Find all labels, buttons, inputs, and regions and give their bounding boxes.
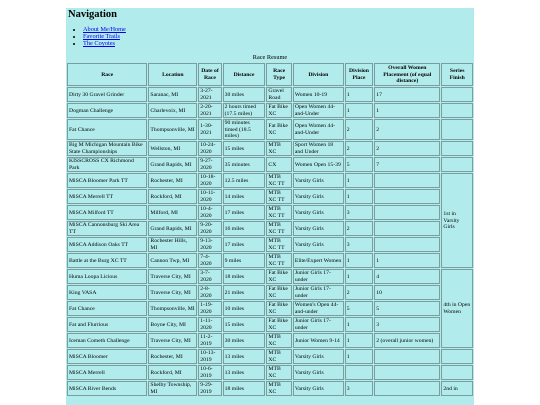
series-finish-cell	[441, 103, 473, 118]
table-cell: 9-27-2020	[198, 157, 221, 172]
table-row	[67, 269, 473, 284]
table-cell: Rockford, MI	[148, 365, 197, 380]
table-cell: 2-20-2021	[198, 103, 221, 118]
table-row	[67, 253, 473, 268]
table-cell: Varsity Girls	[293, 381, 344, 396]
table-cell: 30 miles	[223, 333, 266, 348]
table-cell: 10-11-2020	[198, 189, 221, 204]
table-cell: 1	[345, 253, 374, 268]
table-row	[67, 333, 473, 348]
table-cell: Junior Girls 17-under	[293, 317, 344, 332]
table-cell: Wellston, MI	[148, 141, 197, 156]
nav-list	[66, 26, 474, 47]
table-cell: 10	[374, 285, 440, 300]
column-header: Series Finish	[441, 63, 473, 86]
table-cell: 14 miles	[223, 189, 266, 204]
table-row	[67, 189, 473, 204]
table-cell: Junior Women 9-14	[293, 333, 344, 348]
table-cell: MTB XC	[266, 365, 291, 380]
table-cell: Traverse City, MI	[148, 285, 197, 300]
table-cell: MTB XC	[266, 333, 291, 348]
column-header: Division Place	[345, 63, 374, 86]
table-cell: Varsity Girls	[293, 365, 344, 380]
series-finish-cell	[441, 365, 473, 380]
table-cell: King VASA	[67, 285, 147, 300]
table-row	[67, 301, 473, 316]
table-cell: 1	[345, 189, 374, 204]
table-cell: 3	[345, 381, 374, 396]
nav-link-about[interactable]: About Me/Home	[83, 26, 126, 33]
column-header: Race Type	[266, 63, 291, 86]
table-cell: 10 miles	[223, 301, 266, 316]
series-finish-cell: 1st in Varsity Girls	[441, 173, 473, 268]
table-cell: 3-27-2021	[198, 87, 221, 102]
table-cell: 2	[345, 221, 374, 236]
table-row	[67, 221, 473, 236]
table-cell: Junior Girls 17-under	[293, 285, 344, 300]
table-cell	[374, 189, 440, 204]
column-header: Distance	[223, 63, 266, 86]
table-cell: 1	[345, 269, 374, 284]
table-cell: 1-19-2020	[198, 301, 221, 316]
table-cell: Cannon Twp, MI	[148, 253, 197, 268]
table-cell: 2	[374, 141, 440, 156]
table-cell: Women 10-19	[293, 87, 344, 102]
table-cell: Varsity Girls	[293, 237, 344, 252]
table-cell: Thompsonville, MI	[148, 301, 197, 316]
column-header: Division	[293, 63, 344, 86]
table-row	[67, 103, 473, 118]
table-cell	[374, 349, 440, 364]
table-cell: Varsity Girls	[293, 205, 344, 220]
table-cell: 7	[374, 157, 440, 172]
table-cell: MTB XC TT	[266, 237, 291, 252]
table-cell: KISSCROSS CX Richmond Park	[67, 157, 147, 172]
series-finish-cell	[441, 119, 473, 140]
nav-link-coyotes[interactable]: The Coyotes	[83, 40, 116, 48]
table-row	[67, 141, 473, 156]
table-cell: 9 miles	[223, 253, 266, 268]
table-cell: 1	[345, 317, 374, 332]
table-cell: MTB XC TT	[266, 205, 291, 220]
table-cell: 21 miles	[223, 285, 266, 300]
table-cell: MiSCA Cannonsburg Ski Area TT	[67, 221, 147, 236]
table-cell: Big M Michigan Mountain Bike State Championships	[67, 141, 147, 156]
table-cell: 35 minutes	[223, 157, 266, 172]
table-cell: 10-4-2020	[198, 205, 221, 220]
table-cell: 17 miles	[223, 205, 266, 220]
table-cell: MiSCA Bloomer	[67, 349, 147, 364]
table-row	[67, 317, 473, 332]
table-row	[67, 119, 473, 140]
table-cell: 16 miles	[223, 221, 266, 236]
table-cell: MiSCA Addison Oaks TT	[67, 237, 147, 252]
table-cell: Battle at the Burg XC TT	[67, 253, 147, 268]
table-cell	[374, 237, 440, 252]
table-cell: 12.5 miles	[223, 173, 266, 188]
table-cell: MTB XC TT	[266, 221, 291, 236]
table-cell: 1	[345, 333, 374, 348]
table-cell	[374, 173, 440, 188]
table-cell: Junior Girls 17-under	[293, 269, 344, 284]
table-cell: Traverse City, MI	[148, 333, 197, 348]
table-cell: 3	[345, 237, 374, 252]
table-cell: 9-29-2019	[198, 381, 221, 396]
table-cell: 2	[374, 119, 440, 140]
table-cell: 1	[345, 173, 374, 188]
column-header: Location	[148, 63, 197, 86]
table-cell: Varsity Girls	[293, 189, 344, 204]
table-cell: Sport Women 18 and Under	[293, 141, 344, 156]
table-cell: 1	[345, 87, 374, 102]
nav-item	[83, 26, 474, 33]
table-cell: MTB XC	[266, 349, 291, 364]
table-cell: MTB XC TT	[266, 253, 291, 268]
table-cell: 2-8-2020	[198, 285, 221, 300]
table-cell: Milford, MI	[148, 205, 197, 220]
table-cell: 4	[374, 269, 440, 284]
table-cell: 2 hours timed (17.5 miles)	[223, 103, 266, 118]
table-row	[67, 237, 473, 252]
table-cell: 1-30-2021	[198, 119, 221, 140]
table-cell: Rochester Hills, MI	[148, 237, 197, 252]
table-cell: Shelby Township, MI	[148, 381, 197, 396]
table-cell: Fat Bike XC	[266, 285, 291, 300]
table-row	[67, 157, 473, 172]
nav-link-trails[interactable]: Favorite Trails	[83, 33, 120, 41]
table-row	[67, 205, 473, 220]
nav-item	[83, 33, 474, 40]
table-cell: Fat and Flurrious	[67, 317, 147, 332]
table-cell: MiSCA Merrell TT	[67, 189, 147, 204]
table-row	[67, 349, 473, 364]
table-row	[67, 381, 473, 396]
table-cell: Fat Bike XC	[266, 269, 291, 284]
table-cell: 15 miles	[223, 141, 266, 156]
table-cell: MiSCA Merrell	[67, 365, 147, 380]
table-cell: Huma Loopa Licious	[67, 269, 147, 284]
table-row	[67, 87, 473, 102]
table-cell: Fat Bike XC	[266, 103, 291, 118]
table-cell: 1	[374, 103, 440, 118]
table-cell: Varsity Girls	[293, 221, 344, 236]
table-cell: 5	[345, 301, 374, 316]
table-cell: 15 miles	[223, 317, 266, 332]
table-cell: 10-6-2019	[198, 365, 221, 380]
table-cell: MTB XC	[266, 141, 291, 156]
column-header: Race	[67, 63, 147, 86]
table-cell: Gravel Road	[266, 87, 291, 102]
table-cell: 7-4-2020	[198, 253, 221, 268]
table-cell: MiSCA River Bends	[67, 381, 147, 396]
table-cell: Open Women 44-and-Under	[293, 103, 344, 118]
nav-item	[83, 40, 474, 47]
table-cell: 90 minutes timed (18.5 miles)	[223, 119, 266, 140]
table-row	[67, 365, 473, 380]
table-cell: Elite/Expert Women	[293, 253, 344, 268]
table-cell: 3	[345, 205, 374, 220]
table-cell: Thompsonville, MI	[148, 119, 197, 140]
race-resume-table	[66, 62, 474, 397]
table-cell: 1	[374, 253, 440, 268]
table-cell: 17 miles	[223, 237, 266, 252]
table-cell	[374, 221, 440, 236]
table-cell: 2	[345, 119, 374, 140]
table-cell: MTB XC	[266, 381, 291, 396]
table-cell: MiSCA Milford TT	[67, 205, 147, 220]
table-cell: Fat Bike XC	[266, 301, 291, 316]
table-cell: Charlevoix, MI	[148, 103, 197, 118]
table-cell: 2	[345, 141, 374, 156]
table-cell: 18 miles	[223, 381, 266, 396]
table-cell: 1	[345, 349, 374, 364]
table-cell: Fat Chance	[67, 301, 147, 316]
table-cell: Fat Bike XC	[266, 317, 291, 332]
table-cell	[374, 365, 440, 380]
series-finish-cell: 2nd in	[441, 381, 473, 396]
table-cell: Saranac, MI	[148, 87, 197, 102]
series-finish-cell	[441, 87, 473, 102]
table-cell: Iceman Cometh Challenge	[67, 333, 147, 348]
table-cell: 10-24-2020	[198, 141, 221, 156]
table-cell: Grand Rapids, MI	[148, 221, 197, 236]
table-cell: Varsity Girls	[293, 173, 344, 188]
table-cell: Varsity Girls	[293, 349, 344, 364]
series-finish-cell: 4th in Open Women	[441, 269, 473, 348]
table-cell: Grand Rapids, MI	[148, 157, 197, 172]
table-cell: Dogman Challenge	[67, 103, 147, 118]
table-cell: 30 miles	[223, 87, 266, 102]
table-row	[67, 173, 473, 188]
table-cell: 13 miles	[223, 349, 266, 364]
table-cell: MTB XC TT	[266, 189, 291, 204]
table-cell: 5	[374, 301, 440, 316]
table-cell: Fat Chance	[67, 119, 147, 140]
table-cell: 10-18-2020	[198, 173, 221, 188]
series-finish-cell	[441, 349, 473, 364]
table-cell: Rochester, MI	[148, 349, 197, 364]
series-finish-cell	[441, 157, 473, 172]
table-cell: 5	[345, 157, 374, 172]
header-row	[67, 63, 473, 86]
table-cell: 9-20-2020	[198, 221, 221, 236]
table-cell: CX	[266, 157, 291, 172]
table-row	[67, 285, 473, 300]
table-cell: Women's Open 44-and-under	[293, 301, 344, 316]
table-cell: Boyne City, MI	[148, 317, 197, 332]
table-cell: 2	[345, 285, 374, 300]
table-cell: 13 miles	[223, 365, 266, 380]
page-content	[66, 8, 474, 405]
table-cell: Fat Bike XC	[266, 119, 291, 140]
table-cell	[345, 365, 374, 380]
table-cell: 3-7-2020	[198, 269, 221, 284]
table-cell: 3	[374, 317, 440, 332]
table-cell: 11-2-2019	[198, 333, 221, 348]
table-cell: Women Open 15-39	[293, 157, 344, 172]
series-finish-cell	[441, 141, 473, 156]
table-cell: Dirty 30 Gravel Grinder	[67, 87, 147, 102]
table-cell	[374, 381, 440, 396]
table-cell	[374, 205, 440, 220]
column-header: Date of Race	[198, 63, 221, 86]
table-cell: 1	[345, 103, 374, 118]
table-cell: Traverse City, MI	[148, 269, 197, 284]
table-cell: 1-11-2020	[198, 317, 221, 332]
table-cell: 18 miles	[223, 269, 266, 284]
table-cell: MiSCA Bloomer Park TT	[67, 173, 147, 188]
nav-heading: Navigation	[68, 9, 118, 20]
table-cell: MTB XC TT	[266, 173, 291, 188]
table-cell: Open Women 44-and-Under	[293, 119, 344, 140]
table-cell: 9-13-2020	[198, 237, 221, 252]
column-header: Overall Women Placement (of equal distance)	[374, 63, 440, 86]
table-caption: Race Resume	[252, 54, 288, 62]
table-cell: Rochester, MI	[148, 173, 197, 188]
table-cell: Rockford, MI	[148, 189, 197, 204]
table-cell: 10-13-2019	[198, 349, 221, 364]
table-cell: 17	[374, 87, 440, 102]
table-cell: 2 (overall junior women)	[374, 333, 440, 348]
